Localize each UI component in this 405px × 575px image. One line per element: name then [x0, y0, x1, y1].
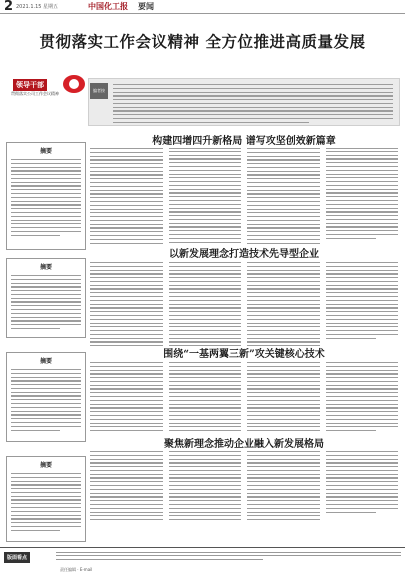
article-text — [90, 148, 398, 243]
article-text — [90, 451, 398, 521]
page-number: 2 — [4, 0, 14, 14]
sidebar-box-text — [11, 473, 81, 531]
footer-tag: 版面看点 — [4, 552, 30, 563]
sidebar-box-text — [11, 275, 81, 329]
editor-note-box — [88, 78, 400, 126]
page-header — [0, 0, 405, 14]
article-body — [90, 451, 398, 521]
footer-editor: 责任编辑 · E-mail — [60, 567, 93, 572]
editor-note-text — [113, 84, 393, 126]
editor-note-tag: 编者按 — [90, 83, 108, 99]
column-logo-icon — [63, 75, 85, 93]
section-title: 以新发展理念打造技术先导型企业 — [169, 249, 319, 260]
footer-editor-label: 责任编辑 — [60, 567, 76, 572]
article-text — [90, 362, 398, 434]
article-body — [90, 362, 398, 434]
sidebar-box — [6, 456, 86, 542]
sidebar-box-label: 摘要 — [39, 462, 52, 469]
column-tagline: 贯彻落实公司工作会议精神 — [11, 91, 59, 96]
sidebar-box-text — [11, 159, 81, 236]
section-name: 要闻 — [138, 1, 154, 11]
issue-date: 2021.1.15 星期五 — [16, 4, 59, 10]
masthead: 中国化工报 — [88, 1, 128, 11]
article-text — [90, 262, 398, 347]
article-body — [90, 262, 398, 347]
sidebar-box — [6, 142, 86, 250]
sidebar-box-label: 摘要 — [39, 148, 52, 155]
page-headline: 贯彻落实工作会议精神 全方位推进高质量发展 — [39, 33, 366, 51]
footer-email-label: E-mail — [79, 567, 93, 572]
section-title: 围绕“一基两翼三新”攻关键核心技术 — [163, 349, 325, 360]
footer-text — [56, 552, 401, 562]
article-body — [90, 148, 398, 243]
section-title: 聚焦新理念推动企业融入新发展格局 — [164, 439, 324, 450]
column-title: 领导干部 — [13, 79, 47, 91]
sidebar-box-label: 摘要 — [39, 358, 52, 365]
sidebar-box-label: 摘要 — [39, 264, 52, 271]
column-logo — [5, 75, 87, 105]
sidebar-box — [6, 352, 86, 442]
sidebar-box — [6, 258, 86, 338]
sidebar-box-text — [11, 369, 81, 431]
page-footer — [0, 547, 405, 575]
section-title: 构建四增四升新格局 谱写攻坚创效新篇章 — [152, 136, 336, 147]
